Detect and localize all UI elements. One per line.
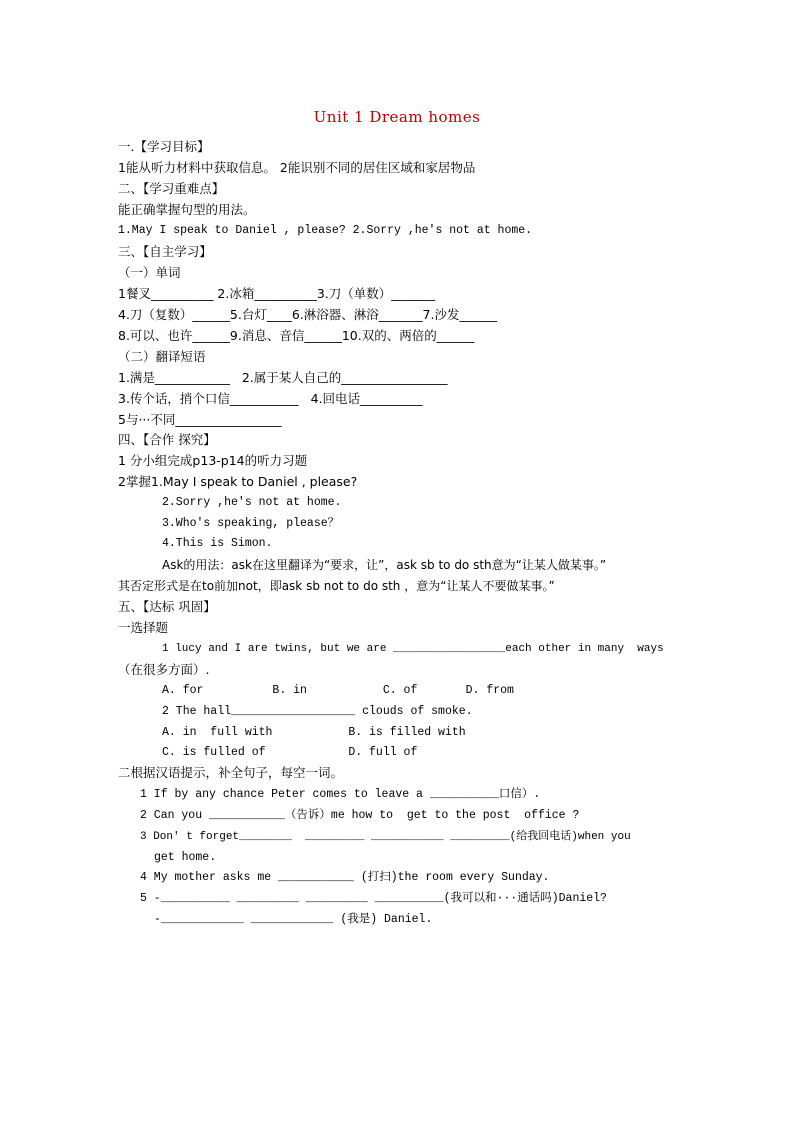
subheading-multiple-choice: 一选择题	[118, 620, 169, 635]
ask-negative-note: 其否定形式是在to前加not，即ask sb not to do sth ，意为“让某人不要做某事。”	[118, 579, 555, 593]
phrase-blanks-row-2: 3.传个话，捎个口信___________ 4.回电话__________	[118, 391, 423, 406]
key-sentences: 1.May I speak to Daniel , please? 2.Sorry ,he's not at home.	[118, 224, 533, 237]
word-blanks-row-2: 4.刀（复数）______5.台灯____6.淋浴器、淋浴_______7.沙发______	[118, 307, 497, 322]
dialogue-line-2: 2.Sorry ,he's not at home.	[162, 496, 342, 509]
section-heading-cooperation: 四、【合作 探究】	[118, 432, 216, 447]
subheading-fill-in: 二根据汉语提示，补全句子，每空一词。	[118, 765, 344, 780]
ask-usage-note: Ask的用法：ask在这里翻译为“要求，让”，ask sb to do sth意为“让某人做某事。”	[162, 558, 607, 572]
question-1-options: A. for B. in C. of D. from	[162, 684, 514, 697]
word-blanks-row-3: 8.可以、也许______9.消息、音信______10.双的、两倍的______	[118, 328, 475, 343]
fill-in-2: 2 Can you ___________（告诉）me how to get to the post office ?	[140, 809, 580, 822]
section-heading-consolidation: 五、【达标 巩固】	[118, 599, 216, 614]
fill-in-5-reply: -____________ ____________ (我是) Daniel.	[154, 913, 433, 926]
dialogue-line-4: 4.This is Simon.	[162, 537, 273, 550]
goals-text: 1能从听力材料中获取信息。 2能识别不同的居住区域和家居物品	[118, 160, 476, 175]
question-2-options-ab: A. in full with B. is filled with	[162, 726, 466, 739]
section-heading-goals: 一.【学习目标】	[118, 139, 210, 154]
fill-in-3: 3 Don' t forget________ _________ ___________ _________(给我回电话)when you	[140, 831, 631, 843]
subheading-phrases: （二）翻译短语	[118, 349, 206, 364]
phrase-blanks-row-1: 1.满是____________ 2.属于某人自己的_________________	[118, 370, 448, 385]
fill-in-1: 1 If by any chance Peter comes to leave a __________口信）.	[140, 788, 541, 801]
section-heading-key-points: 二、【学习重难点】	[118, 181, 225, 196]
question-2-options-cd: C. is fulled of D. full of	[162, 746, 418, 759]
word-blanks-row-1: 1餐叉__________ 2.冰箱__________3.刀（单数）_______	[118, 286, 436, 301]
question-1: 1 lucy and I are twins, but we are _________________each other in many ways	[162, 643, 664, 655]
question-1-hint: （在很多方面）.	[118, 662, 210, 677]
section-heading-self-study: 三、【自主学习】	[118, 244, 212, 259]
question-2: 2 The hall__________________ clouds of smoke.	[162, 705, 473, 718]
dialogue-line-3: 3.Who's speaking, please？	[162, 517, 340, 530]
fill-in-3-continued: get home.	[154, 851, 217, 864]
subheading-words: （一）单词	[118, 265, 181, 280]
fill-in-4: 4 My mother asks me ___________ (打扫)the room every Sunday.	[140, 871, 550, 884]
document-title: Unit 1 Dream homes	[313, 108, 481, 126]
cooperation-item-1: 1 分小组完成p13-p14的听力习题	[118, 453, 308, 468]
key-points-text: 能正确掌握句型的用法。	[118, 202, 256, 217]
fill-in-5: 5 -__________ _________ _________ __________(我可以和···通话吗)Daniel?	[140, 892, 607, 905]
phrase-blanks-row-3: 5与···不同_________________	[118, 412, 282, 427]
cooperation-item-2: 2掌握1.May I speak to Daniel , please?	[118, 474, 358, 489]
